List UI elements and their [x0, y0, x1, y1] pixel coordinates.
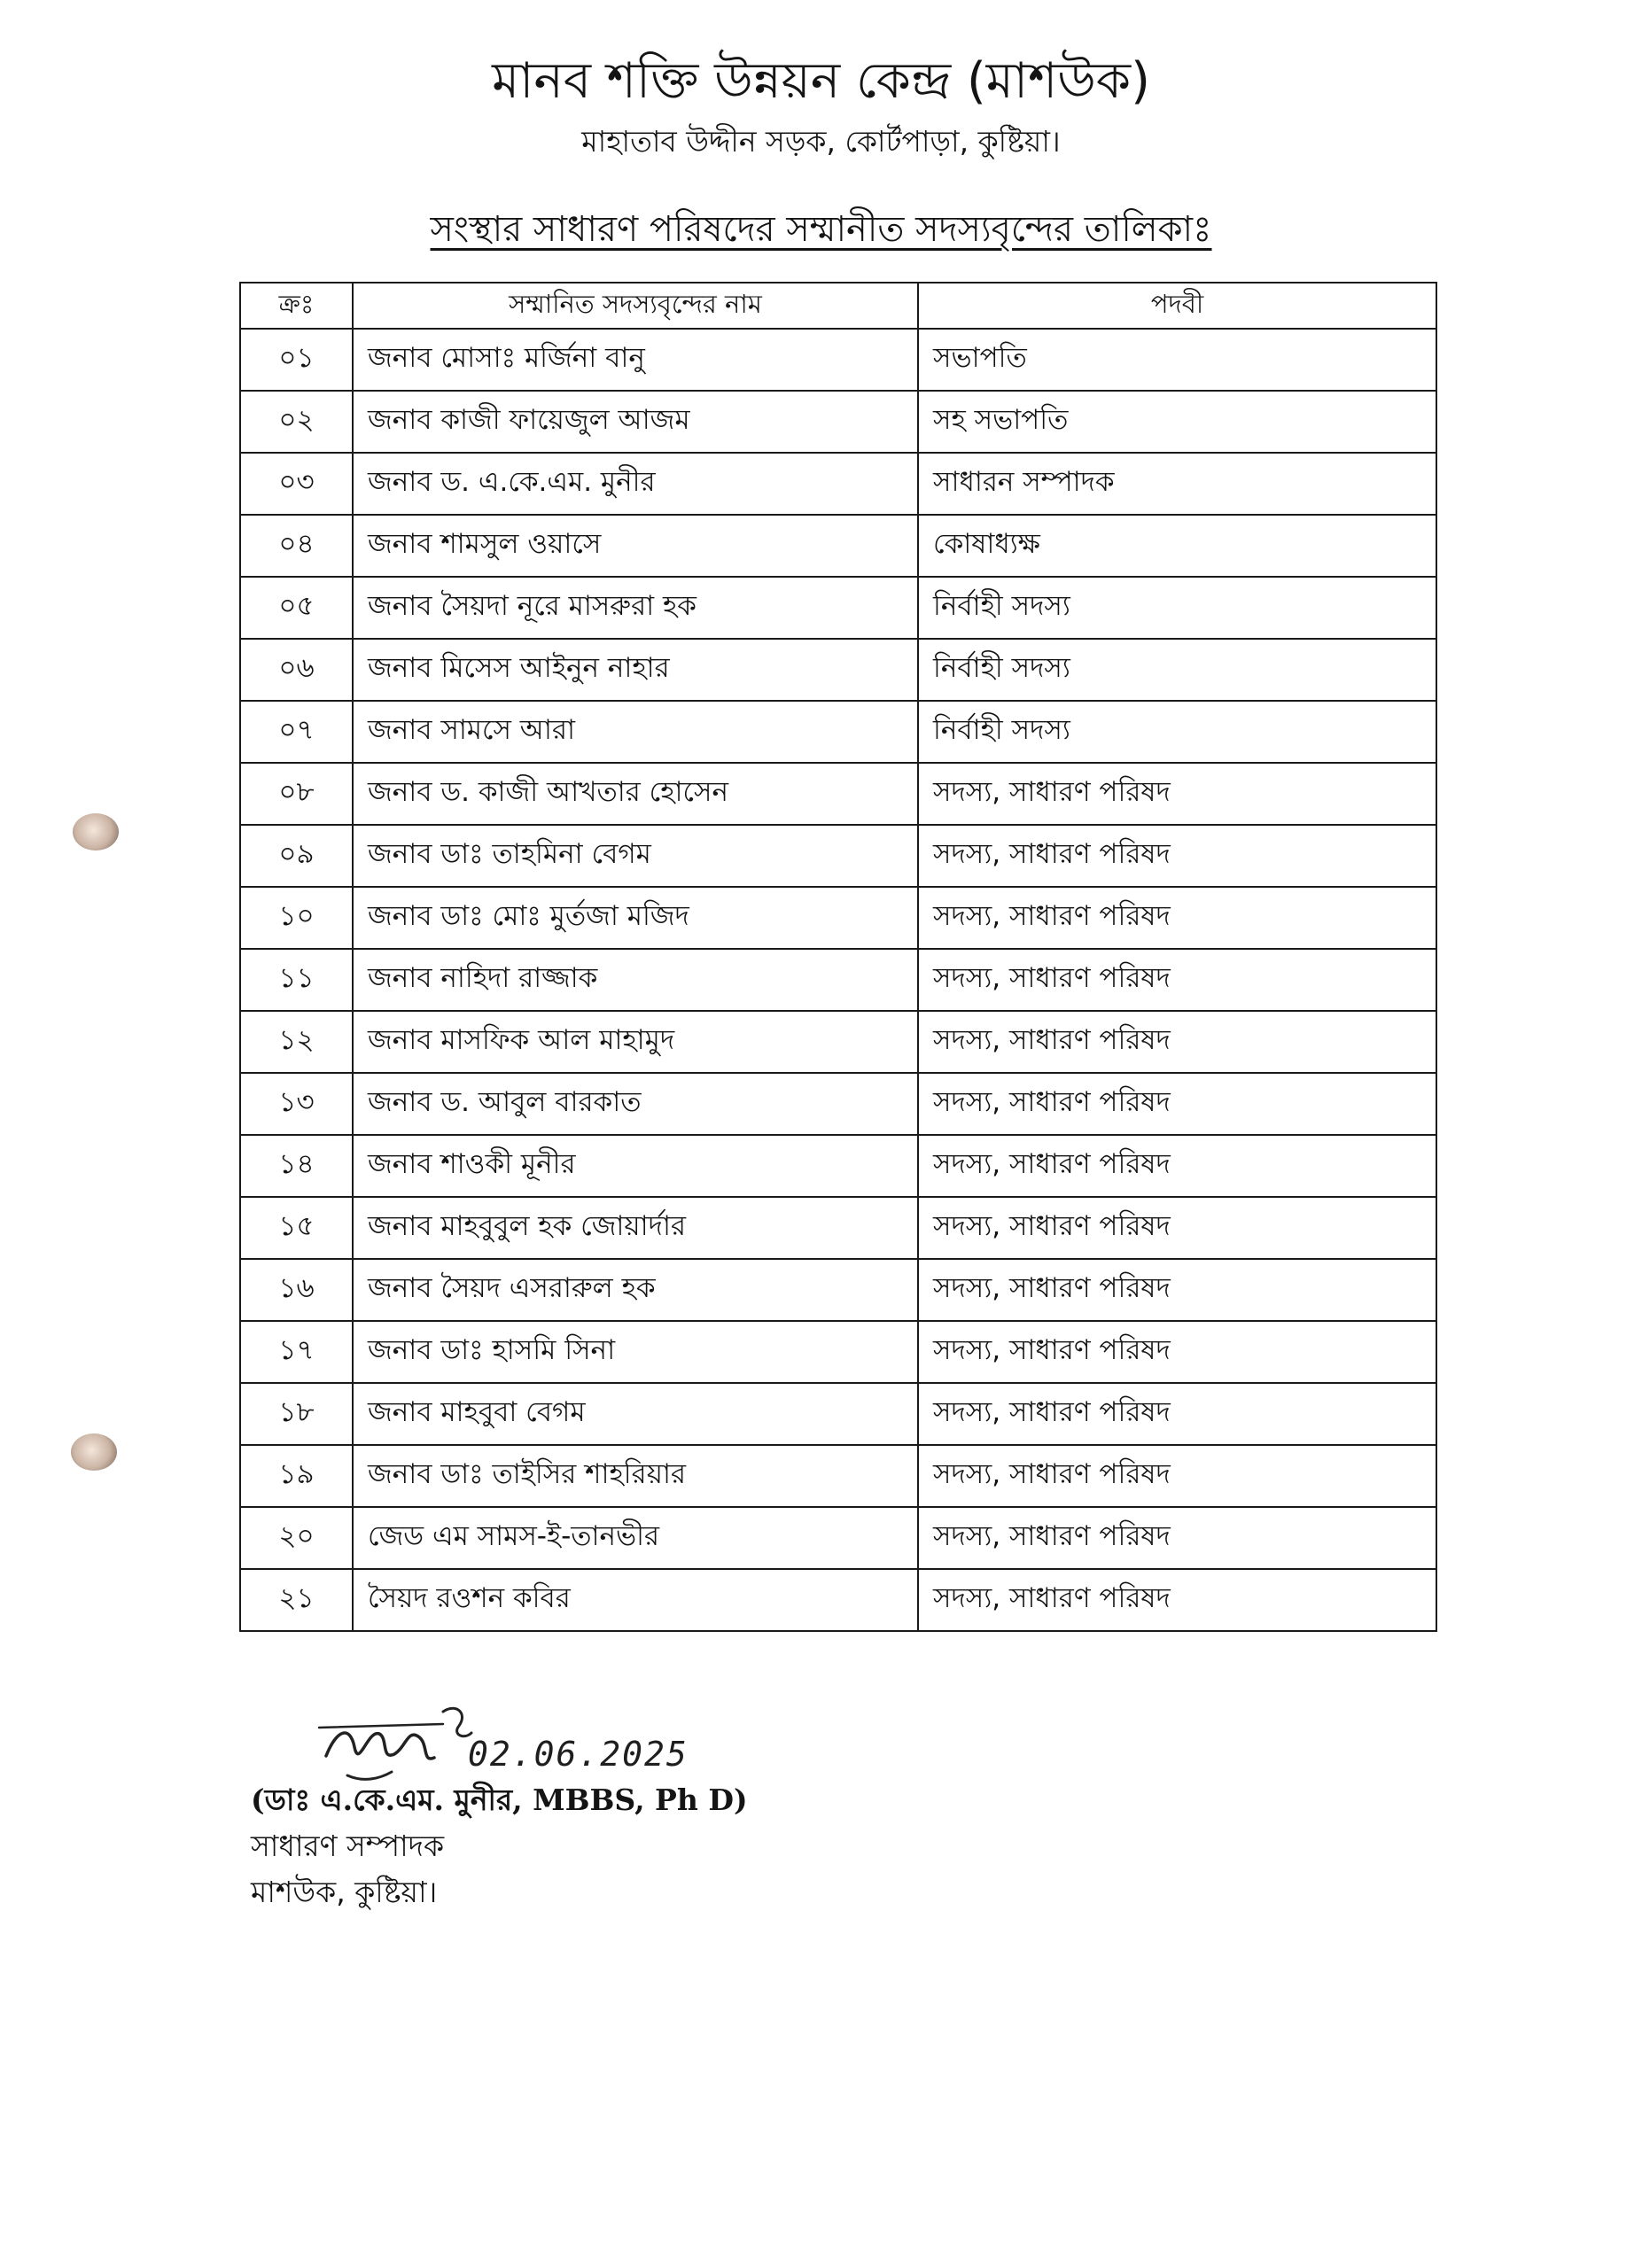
- member-name-cell: সৈয়দ রওশন কবির: [353, 1569, 918, 1631]
- signatory-organization: মাশউক, কুষ্টিয়া।: [251, 1875, 438, 1909]
- member-name-cell: জনাব মাহবুবুল হক জোয়ার্দার: [353, 1197, 918, 1259]
- serial-cell: ১৮: [240, 1383, 353, 1445]
- serial-cell: ১৪: [240, 1135, 353, 1197]
- table-row: [240, 887, 1436, 949]
- table-row: [240, 1383, 1436, 1445]
- designation-cell: সদস্য, সাধারণ পরিষদ: [918, 887, 1436, 949]
- table-body: [240, 329, 1436, 1631]
- designation-cell: সদস্য, সাধারণ পরিষদ: [918, 763, 1436, 825]
- designation-cell: নির্বাহী সদস্য: [918, 701, 1436, 763]
- table-row: [240, 453, 1436, 515]
- member-name-cell: জনাব ডাঃ তাইসির শাহরিয়ার: [353, 1445, 918, 1507]
- member-name-cell: জনাব নাহিদা রাজ্জাক: [353, 949, 918, 1011]
- serial-cell: ০৬: [240, 639, 353, 701]
- organization-address: মাহাতাব উদ্দীন সড়ক, কোর্টপাড়া, কুষ্টিয়া।: [581, 124, 1061, 159]
- member-name-cell: জনাব মাসফিক আল মাহামুদ: [353, 1011, 918, 1073]
- member-name-cell: জনাব ড. এ.কে.এম. মুনীর: [353, 453, 918, 515]
- table-row: [240, 391, 1436, 453]
- table-row: [240, 329, 1436, 391]
- designation-cell: সদস্য, সাধারণ পরিষদ: [918, 1135, 1436, 1197]
- signature-date: 02.06.2025: [468, 1735, 689, 1774]
- list-title: [0, 202, 1642, 257]
- table-row: [240, 949, 1436, 1011]
- member-name-cell: জনাব সৈয়দা নূরে মাসরুরা হক: [353, 577, 918, 639]
- member-name-cell: জনাব মাহবুবা বেগম: [353, 1383, 918, 1445]
- serial-cell: ২০: [240, 1507, 353, 1569]
- member-name-cell: জেড এম সামস-ই-তানভীর: [353, 1507, 918, 1569]
- table-row: [240, 1507, 1436, 1569]
- member-name-cell: জনাব ডাঃ মোঃ মুর্তজা মজিদ: [353, 887, 918, 949]
- column-header-serial: ক্রঃ: [240, 283, 353, 329]
- serial-cell: ১৬: [240, 1259, 353, 1321]
- serial-cell: ০২: [240, 391, 353, 453]
- organization-name: মানব শক্তি উন্নয়ন কেন্দ্র (মাশউক): [492, 52, 1150, 110]
- designation-cell: সদস্য, সাধারণ পরিষদ: [918, 825, 1436, 887]
- designation-cell: নির্বাহী সদস্য: [918, 577, 1436, 639]
- serial-cell: ১৯: [240, 1445, 353, 1507]
- member-name-cell: জনাব শাওকী মূনীর: [353, 1135, 918, 1197]
- member-name-cell: জনাব শামসুল ওয়াসে: [353, 515, 918, 577]
- member-name-cell: জনাব ড. কাজী আখতার হোসেন: [353, 763, 918, 825]
- serial-cell: ১৫: [240, 1197, 353, 1259]
- table-row: [240, 1073, 1436, 1135]
- designation-cell: সদস্য, সাধারণ পরিষদ: [918, 1569, 1436, 1631]
- serial-cell: ১৩: [240, 1073, 353, 1135]
- column-header-designation: পদবী: [918, 283, 1436, 329]
- designation-cell: সহ সভাপতি: [918, 391, 1436, 453]
- designation-cell: কোষাধ্যক্ষ: [918, 515, 1436, 577]
- members-table: [239, 282, 1437, 1632]
- table-row: [240, 515, 1436, 577]
- table-row: [240, 1259, 1436, 1321]
- designation-cell: সভাপতি: [918, 329, 1436, 391]
- signatory-name: (ডাঃ এ.কে.এম. মুনীর, MBBS, Ph D): [251, 1783, 748, 1817]
- serial-cell: ১১: [240, 949, 353, 1011]
- member-name-cell: জনাব মোসাঃ মর্জিনা বানু: [353, 329, 918, 391]
- member-name-cell: জনাব ড. আবুল বারকাত: [353, 1073, 918, 1135]
- table-row: [240, 1569, 1436, 1631]
- serial-cell: ১৭: [240, 1321, 353, 1383]
- member-name-cell: জনাব সৈয়দ এসরারুল হক: [353, 1259, 918, 1321]
- member-name-cell: জনাব সামসে আরা: [353, 701, 918, 763]
- table-row: [240, 1011, 1436, 1073]
- designation-cell: সদস্য, সাধারণ পরিষদ: [918, 1011, 1436, 1073]
- table-row: [240, 577, 1436, 639]
- designation-cell: সাধারন সম্পাদক: [918, 453, 1436, 515]
- table-header-row: [240, 283, 1436, 329]
- table-row: [240, 1135, 1436, 1197]
- serial-cell: ০৪: [240, 515, 353, 577]
- designation-cell: সদস্য, সাধারণ পরিষদ: [918, 1321, 1436, 1383]
- member-name-cell: জনাব ডাঃ হাসমি সিনা: [353, 1321, 918, 1383]
- table-row: [240, 1197, 1436, 1259]
- serial-cell: ০৩: [240, 453, 353, 515]
- paper-stain: [73, 813, 119, 850]
- designation-cell: সদস্য, সাধারণ পরিষদ: [918, 1197, 1436, 1259]
- table-row: [240, 1321, 1436, 1383]
- member-name-cell: জনাব মিসেস আইনুন নাহার: [353, 639, 918, 701]
- list-title-text: সংস্থার সাধারণ পরিষদের সম্মানীত সদস্যবৃন্দের তালিকাঃ: [430, 209, 1212, 250]
- serial-cell: ০৮: [240, 763, 353, 825]
- serial-cell: ১০: [240, 887, 353, 949]
- designation-cell: সদস্য, সাধারণ পরিষদ: [918, 1073, 1436, 1135]
- table-row: [240, 701, 1436, 763]
- table-row: [240, 1445, 1436, 1507]
- table-row: [240, 639, 1436, 701]
- member-name-cell: জনাব কাজী ফায়েজুল আজম: [353, 391, 918, 453]
- serial-cell: ২১: [240, 1569, 353, 1631]
- designation-cell: সদস্য, সাধারণ পরিষদ: [918, 1445, 1436, 1507]
- signatory-title: সাধারণ সম্পাদক: [251, 1829, 445, 1863]
- paper-stain: [71, 1433, 117, 1471]
- column-header-name: সম্মানিত সদস্যবৃন্দের নাম: [353, 283, 918, 329]
- signatory-block: [251, 1777, 748, 1915]
- designation-cell: সদস্য, সাধারণ পরিষদ: [918, 949, 1436, 1011]
- member-name-cell: জনাব ডাঃ তাহমিনা বেগম: [353, 825, 918, 887]
- table-row: [240, 825, 1436, 887]
- serial-cell: ০৯: [240, 825, 353, 887]
- designation-cell: নির্বাহী সদস্য: [918, 639, 1436, 701]
- serial-cell: ০৫: [240, 577, 353, 639]
- serial-cell: ১২: [240, 1011, 353, 1073]
- designation-cell: সদস্য, সাধারণ পরিষদ: [918, 1383, 1436, 1445]
- designation-cell: সদস্য, সাধারণ পরিষদ: [918, 1507, 1436, 1569]
- table-row: [240, 763, 1436, 825]
- serial-cell: ০১: [240, 329, 353, 391]
- designation-cell: সদস্য, সাধারণ পরিষদ: [918, 1259, 1436, 1321]
- serial-cell: ০৭: [240, 701, 353, 763]
